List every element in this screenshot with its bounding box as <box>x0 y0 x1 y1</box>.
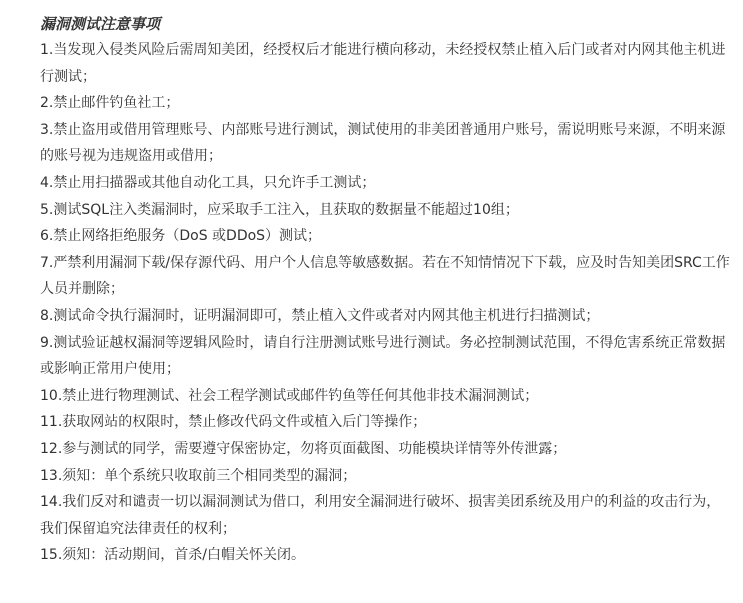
rule-item-9: 9.测试验证越权漏洞等逻辑风险时，请自行注册测试账号进行测试。务必控制测试范围，不得危害系统正常数据或影响正常用户使用； <box>40 334 726 378</box>
rule-item-12: 12.参与测试的同学，需要遵守保密协定，勿将页面截图、功能模块详情等外传泄露； <box>40 440 567 457</box>
rule-item-3: 3.禁止盗用或借用管理账号、内部账号进行测试，测试使用的非美团普通用户账号，需说明账号来源，不明来源的账号视为违规盗用或借用； <box>40 121 726 165</box>
rule-item-13: 13.须知：单个系统只收取前三个相同类型的漏洞； <box>40 467 357 484</box>
rule-item-8: 8.测试命令执行漏洞时，证明漏洞即可，禁止植入文件或者对内网其他主机进行扫描测试； <box>40 307 600 324</box>
rule-item-15: 15.须知：活动期间，首杀/白帽关怀关闭。 <box>40 547 305 564</box>
rule-item-14: 14.我们反对和谴责一切以漏洞测试为借口，利用安全漏洞进行破坏、损害美团系统及用户的利益的攻击行为，我们保留追究法律责任的权利； <box>40 494 721 537</box>
rule-item-7: 7.严禁利用漏洞下载/保存源代码、用户个人信息等敏感数据。若在不知情情况下下载，应及时告知美团SRC工作人员并删除； <box>40 254 730 298</box>
document-title: 漏洞测试注意事项 <box>40 15 161 33</box>
rule-item-10: 10.禁止进行物理测试、社会工程学测试或邮件钓鱼等任何其他非技术漏洞测试； <box>40 387 539 404</box>
rule-list <box>40 37 730 569</box>
rule-item-4: 4.禁止用扫描器或其他自动化工具，只允许手工测试； <box>40 174 376 191</box>
rule-item-2: 2.禁止邮件钓鱼社工； <box>40 95 180 112</box>
rule-item-6: 6.禁止网络拒绝服务（DoS 或DDoS）测试； <box>40 228 322 245</box>
rule-item-1: 1.当发现入侵类风险后需周知美团，经授权后才能进行横向移动，未经授权禁止植入后门或者对内网其他主机进行测试； <box>40 42 726 85</box>
rule-item-11: 11.获取网站的权限时，禁止修改代码文件或植入后门等操作； <box>40 414 427 431</box>
rule-item-5: 5.测试SQL注入类漏洞时，应采取手工注入，且获取的数据量不能超过10组； <box>40 201 519 218</box>
document <box>40 14 730 569</box>
